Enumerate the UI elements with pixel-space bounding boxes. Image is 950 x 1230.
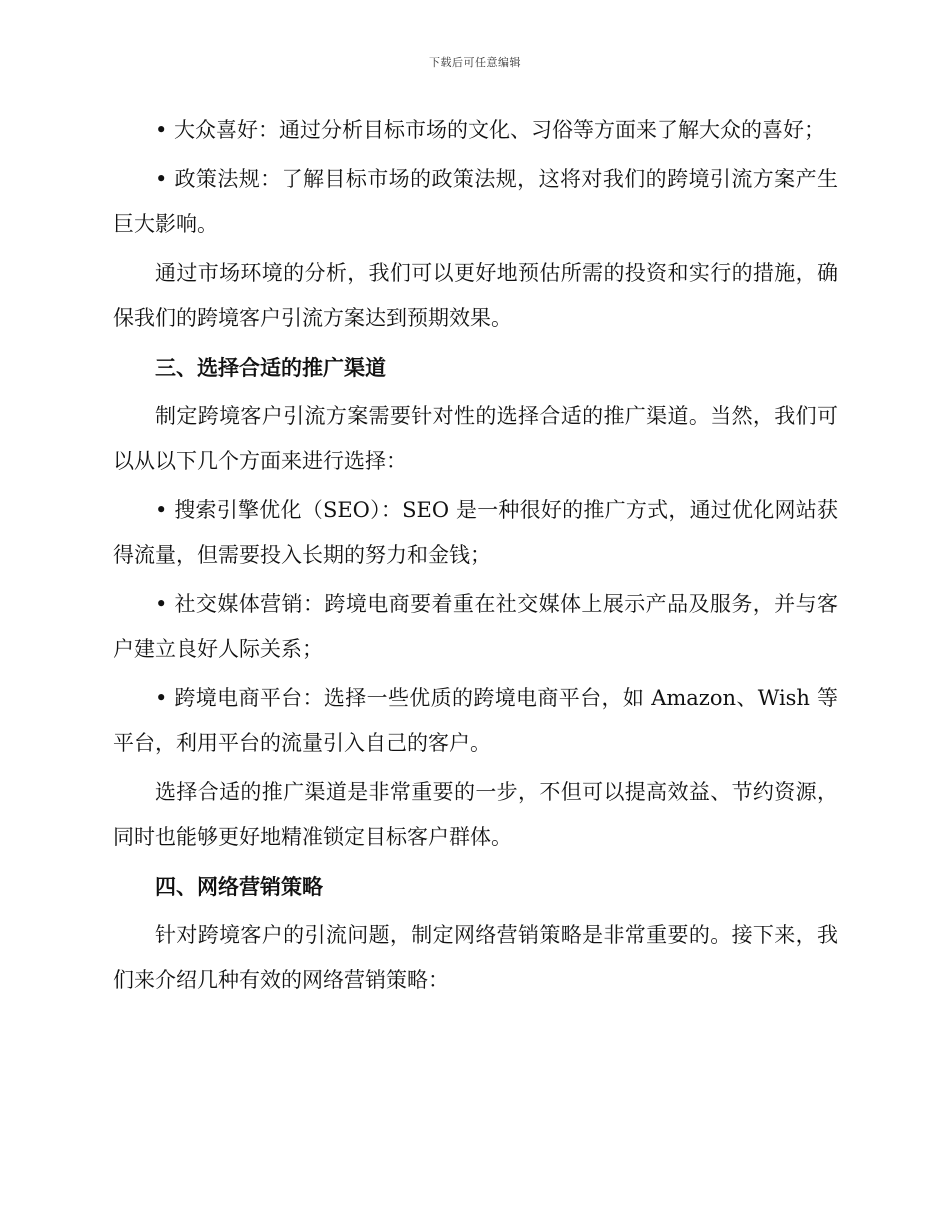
paragraph-network-marketing-intro: 针对跨境客户的引流问题，制定网络营销策略是非常重要的。接下来，我们来介绍几种有效的网络营销策略： [113, 923, 838, 992]
bullet-policy-regulation: • 政策法规：了解目标市场的政策法规，这将对我们的跨境引流方案产生巨大影响。 [113, 167, 838, 236]
bullet-public-preference: • 大众喜好：通过分析目标市场的文化、习俗等方面来了解大众的喜好； [155, 118, 826, 142]
section-heading-network-marketing: 四、网络营销策略 [155, 874, 323, 899]
page-header-note: 下载后可任意编辑 [429, 56, 521, 69]
paragraph-channels-intro: 制定跨境客户引流方案需要针对性的选择合适的推广渠道。当然，我们可以从以下几个方面来进行选择： [113, 404, 838, 473]
document-body [113, 108, 838, 1007]
paragraph-market-analysis-summary: 通过市场环境的分析，我们可以更好地预估所需的投资和实行的措施，确保我们的跨境客户引流方案达到预期效果。 [113, 261, 838, 330]
bullet-social-media: • 社交媒体营销：跨境电商要着重在社交媒体上展示产品及服务，并与客户建立良好人际关系； [113, 592, 838, 661]
bullet-ecommerce-platform: • 跨境电商平台：选择一些优质的跨境电商平台，如 Amazon、Wish 等平台，利用平台的流量引入自己的客户。 [113, 686, 838, 755]
paragraph-channels-summary: 选择合适的推广渠道是非常重要的一步，不但可以提高效益、节约资源，同时也能够更好地精准锁定目标客户群体。 [113, 780, 838, 849]
bullet-seo: • 搜索引擎优化（SEO）：SEO 是一种很好的推广方式，通过优化网站获得流量，但需要投入长期的努力和金钱； [113, 498, 838, 567]
section-heading-channels: 三、选择合适的推广渠道 [155, 355, 386, 380]
